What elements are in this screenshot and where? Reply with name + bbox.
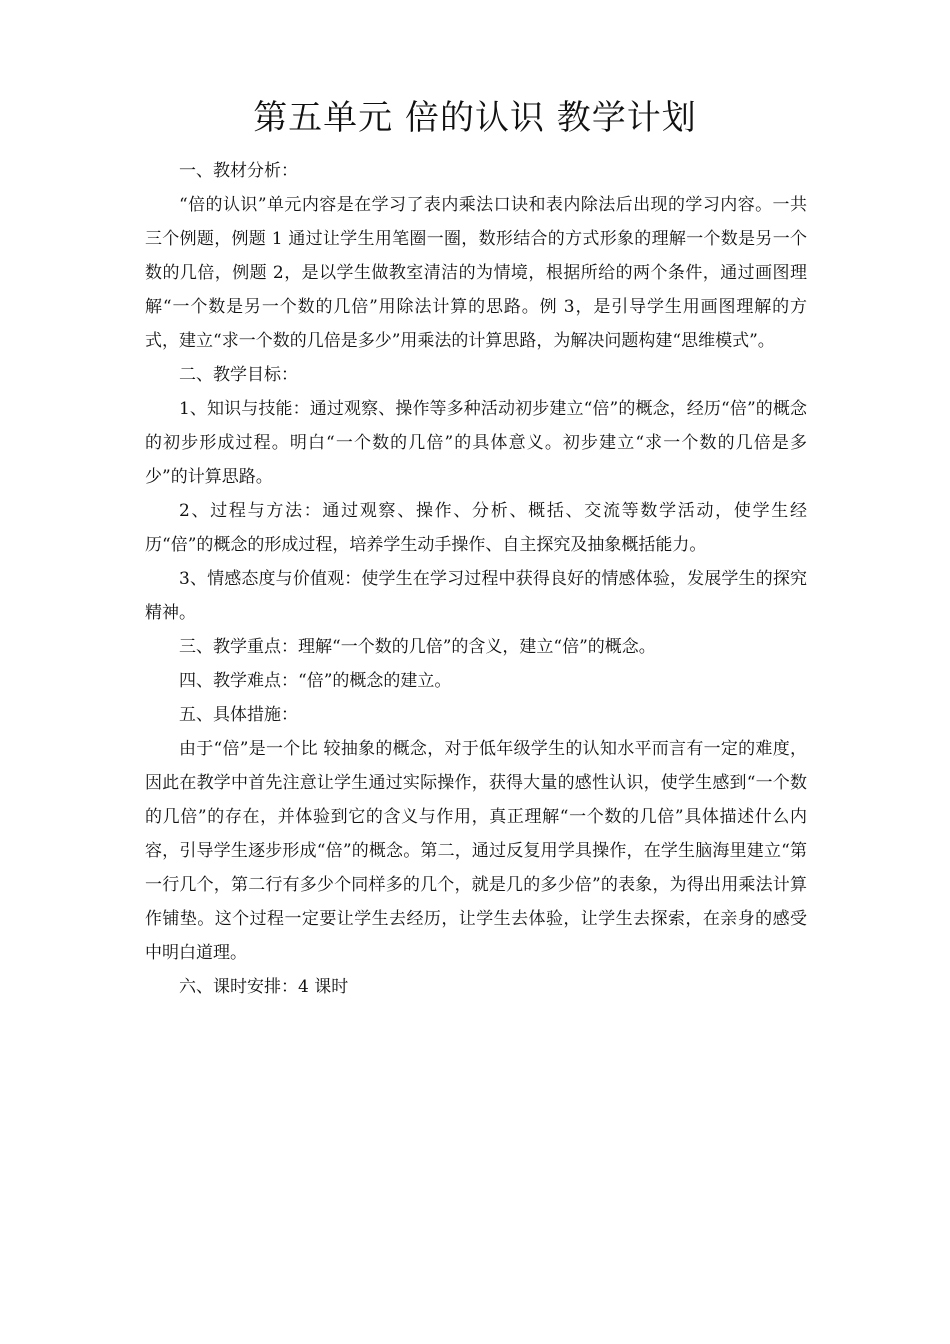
paragraph-goal-attitude: 3、情感态度与价值观：使学生在学习过程中获得良好的情感体验，发展学生的探究精神。 — [145, 569, 807, 623]
document-body — [145, 154, 807, 1004]
section-heading-measures: 五、具体措施： — [179, 705, 298, 725]
section-key-points: 三、教学重点：理解“一个数的几倍”的含义，建立“倍”的概念。 — [179, 637, 656, 657]
section-schedule: 六、课时安排：4 课时 — [179, 977, 349, 997]
section-difficulties: 四、教学难点：“倍”的概念的建立。 — [179, 671, 452, 691]
paragraph-measures: 由于“倍”是一个比 较抽象的概念，对于低年级学生的认知水平而言有一定的难度，因此在教学中首先注意让学生通过实际操作，获得大量的感性认识，使学生感到“一个数的几倍”的存在，并体验到它的含义与作用，真正理解“一个数的几倍”具体描述什么内容，引导学生逐步形成“倍”的概念。第二，通过反复用学具操作，在学生脑海里建立“第一行几个，第二行有多少个同样多的几个，就是几的多少倍”的表象，为得出用乘法计算作铺垫。这个过程一定要让学生去经历，让学生去体验，让学生去探索，在亲身的感受中明白道理。 — [145, 739, 807, 963]
paragraph-goal-process: 2、过程与方法：通过观察、操作、分析、概括、交流等数学活动，使学生经历“倍”的概念的形成过程，培养学生动手操作、自主探究及抽象概括能力。 — [145, 501, 807, 555]
paragraph-materials-analysis: “倍的认识”单元内容是在学习了表内乘法口诀和表内除法后出现的学习内容。一共三个例题，例题 1 通过让学生用笔圈一圈，数形结合的方式形象的理解一个数是另一个数的几倍，例题 2，是以学生做教室清洁的为情境，根据所给的两个条件，通过画图理解“一个数是另一个数的几倍”用除法计算的思路。例 3，是引导学生用画图理解的方式，建立“求一个数的几倍是多少”用乘法的计算思路，为解决问题构建“思维模式”。 — [145, 195, 807, 351]
paragraph-goal-knowledge: 1、知识与技能：通过观察、操作等多种活动初步建立“倍”的概念，经历“倍”的概念的初步形成过程。明白“一个数的几倍”的具体意义。初步建立“求一个数的几倍是多少”的计算思路。 — [145, 399, 807, 487]
section-heading-goals: 二、教学目标： — [179, 365, 298, 385]
document-title: 第五单元 倍的认识 教学计划 — [253, 98, 697, 138]
section-heading-materials: 一、教材分析： — [179, 161, 298, 181]
